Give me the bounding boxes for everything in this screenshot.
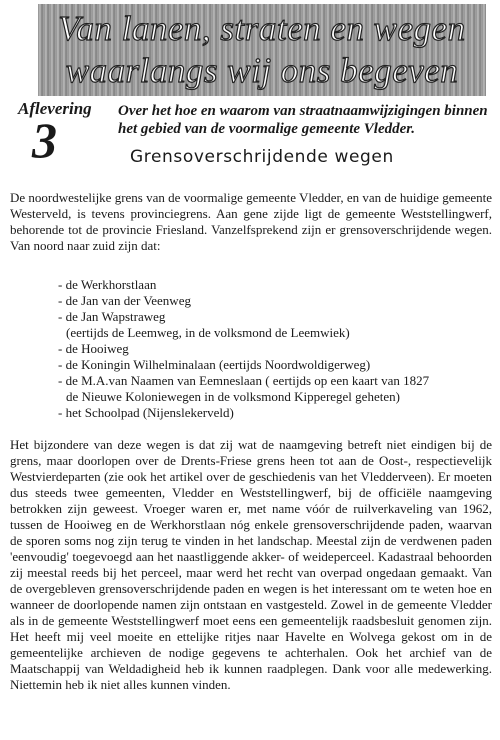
road-item: - de Koningin Wilhelminalaan (eertijds Noordwoldigerweg) [58,357,371,372]
road-item: - de Jan van der Veenweg [58,293,191,308]
series-title-line-1: Van lanen, straten en wegen [58,9,466,48]
intro-paragraph: De noordwestelijke grens van de voormalige gemeente Vledder, en van de huidige gemeente Westerveld, is tevens provinciegrens. Aan gene zijde ligt de gemeente Weststellingwerf, behorende tot de provincie Friesland. Vanzelfsprekend zijn er grensoverschrijdende wegen. Van noord naar zuid zijn dat: [10,190,492,253]
article-subtitle: Over het hoe en waarom van straatnaamwijzigingen binnen het gebied van de voormalige gemeente Vledder. [118,103,488,137]
road-item: - de Werkhorstlaan [58,277,157,292]
road-item: - de Hooiweg [58,341,129,356]
series-title-line-2: waarlangs wij ons begeven [65,51,459,90]
episode-number: 3 [32,112,57,168]
section-heading: Grensoverschrijdende wegen [130,147,394,167]
road-item-note: de Nieuwe Koloniewegen in de volksmond Kipperegel geheten) [66,389,400,404]
road-list [58,277,498,421]
series-title-banner [38,4,486,96]
road-item-note: (eertijds de Leemweg, in de volksmond de Leemwiek) [66,325,350,340]
episode-label: Aflevering [18,99,92,118]
road-item: - de Jan Wapstraweg [58,309,166,324]
road-item: - de M.A.van Naamen van Eemneslaan ( eertijds op een kaart van 1827 [58,373,430,388]
road-item: - het Schoolpad (Nijenslekerveld) [58,405,234,420]
body-paragraph: Het bijzondere van deze wegen is dat zij wat de naamgeving betreft niet eindigen bij de grens, maar doorlopen over de Drents-Friese grens heen tot aan de Oost-, respectievelijk Westvierdeparten (zie ook het artikel over de geschiedenis van het Vledderveen). Er moeten dus steeds twee gemeenten, Vledder en Weststellingwerf, bij de officiële naamgeving betrokken zijn geweest. Vroeger waren er, met name vóór de ruilverkaveling van 1962, tussen de Hooiweg en de Werkhorstlaan nóg enkele grensoverschrijdende paden, waarvan de sporen soms nog zijn terug te vinden in het landschap. Meestal zijn de verdwenen paden 'eenvoudig' toegevoegd aan het naastliggende akker- of weideperceel. Kadastraal behoorden zij meestal reeds bij het perceel, maar werd het recht van overpad ongedaan gemaakt. Van de overgebleven grensoverschrijdende paden en wegen is het interessant om te weten hoe en wanneer de doorlopende namen zijn ontstaan en vastgesteld. Zowel in de gemeente Vledder als in de gemeente Weststellingwerf moet eens een gemeentelijk raadsbesluit genomen zijn. Het heeft mij veel moeite en ettelijke ritjes naar Havelte en Wolvega gekost om in de gemeentelijke archieven de nodige gegevens te achterhalen. Ook het archief van de Maatschappij van Weldadigheid heb ik kunnen raadplegen. Dank voor alle medewerking. Niettemin heb ik niet alles kunnen vinden. [10,437,492,692]
